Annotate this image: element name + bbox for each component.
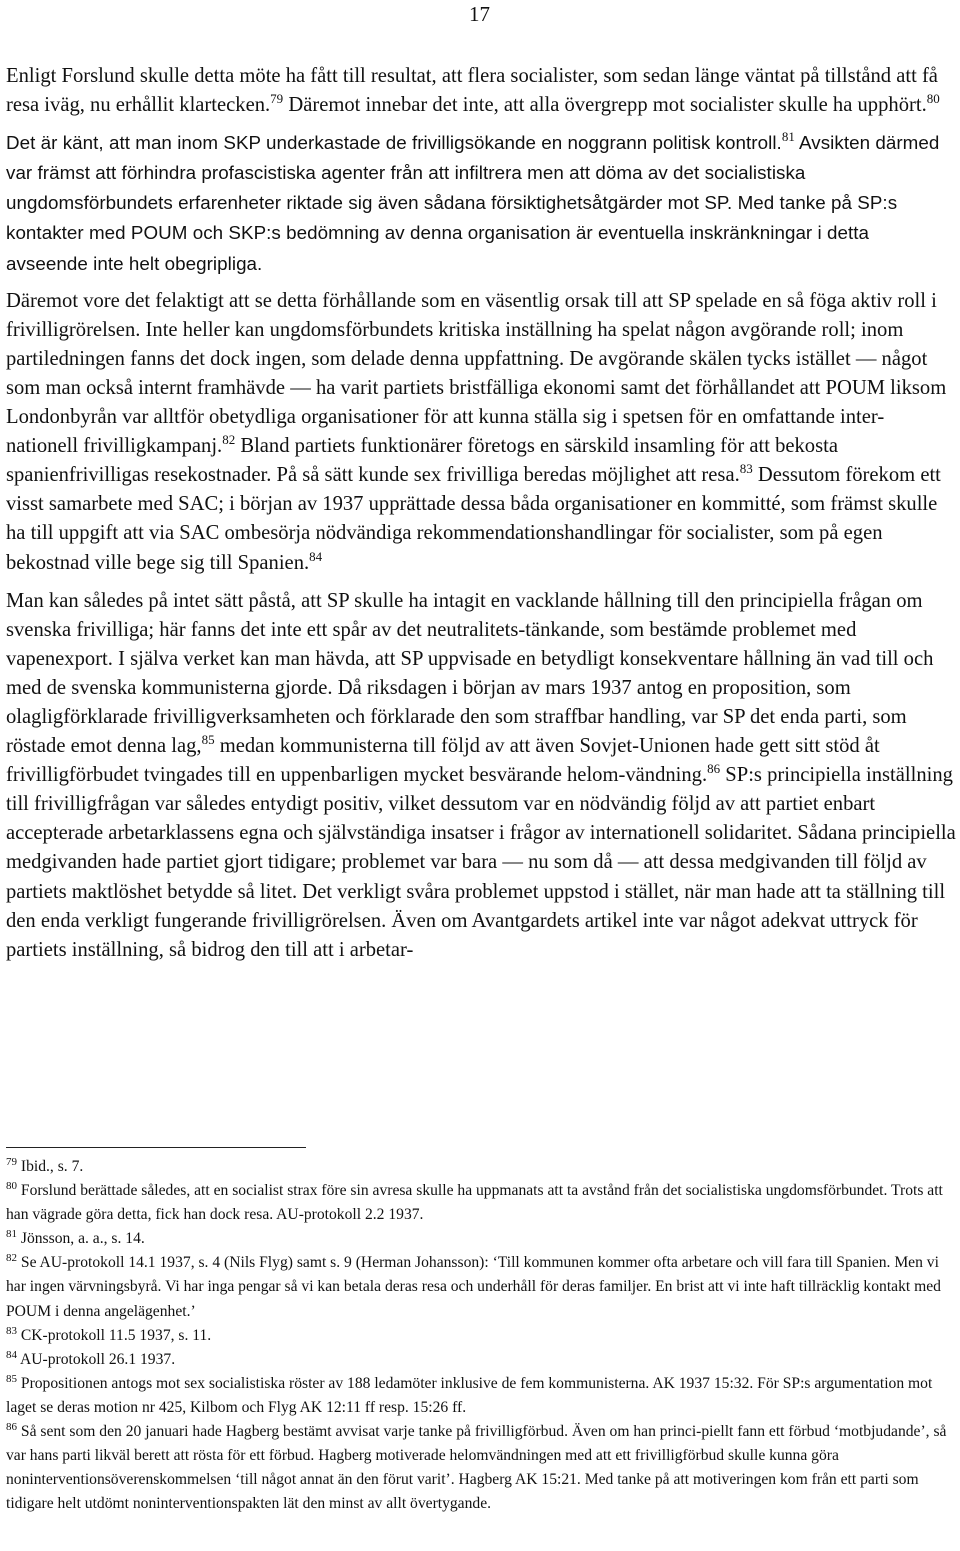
footnote-reference: 85 bbox=[201, 732, 215, 748]
paragraph-text: Däremot vore det felaktigt att se detta förhållande som en väsentlig orsak till att SP spelade en så föga aktiv roll i frivilligrörelsen. Inte heller kan ungdomsförbundets kritiska inställning ha spelat någon avgörande roll; inom partiledningen fanns det dock ingen, som delade denna uppfattning. De avgörande skälen tycks istället — något som man också internt framhävde — ha varit partiets bristfälliga ekonomi samt det förhållandet att POUM liksom Londonbyrån var alltför obetydliga organisationer för att kunna ställa sig i spetsen för en omfattande inter-nationell frivilligkampanj. bbox=[6, 289, 947, 458]
footnote-reference: 86 bbox=[707, 761, 721, 777]
footnote-number: 79 bbox=[6, 1156, 17, 1168]
footnote bbox=[6, 1179, 956, 1227]
footnote-number: 86 bbox=[6, 1421, 17, 1434]
footnotes bbox=[6, 1155, 956, 1516]
footnote-number: 80 bbox=[6, 1180, 17, 1193]
paragraph bbox=[6, 287, 956, 578]
footnote-text: Se AU-protokoll 14.1 1937, s. 4 (Nils Flyg) samt s. 9 (Herman Johansson): ‘Till kommunen kommer ofta arbetare och vill fara till Spanien. Men vi har ingen värvningsbyrå. Vi har inga pengar så vi kan betala deras resa och underhåll för deras familjer. En brist att vi inte haft tillräcklig kontakt med POUM i denna angelägenhet.’ bbox=[6, 1254, 941, 1320]
page-number: 17 bbox=[469, 2, 490, 26]
footnote-text: AU-protokoll 26.1 1937. bbox=[17, 1350, 176, 1368]
paragraph-text: medan kommunisterna till följd av att även Sovjet-Unionen hade gett sitt stöd åt frivilligförbudet tvingades till en uppenbarligen mycket besvärande helom-vändning. bbox=[6, 735, 880, 787]
paragraph-text: Enligt Forslund skulle detta möte ha fått till resultat, att flera socialister, som sedan länge väntat på tillstånd att få resa iväg, nu erhållit klartecken. bbox=[6, 65, 938, 117]
footnote-number: 84 bbox=[6, 1348, 17, 1361]
paragraph bbox=[6, 62, 956, 120]
footnote-reference: 82 bbox=[222, 432, 236, 448]
paragraph bbox=[6, 128, 956, 278]
paragraph-text: Bland partiets funktionärer företogs en särskild insamling för att bekosta spanienfrivilligas resekostnader. På så sätt kunde sex frivilliga beredas möjlighet att resa. bbox=[6, 435, 838, 487]
footnote bbox=[6, 1324, 956, 1348]
footnote-text: Så sent som den 20 januari hade Hagberg bestämt avvisat varje tanke på frivilligförbud. Även om han princi-piellt fann ett förbud ‘motbjudande’, så var hans parti likväl berett att rösta för ett förbud. Hagberg motiverade helomvändningen med att ett frivilligförbud skulle kunna göra noninterventionsöverenskommelsen ‘till något annat än den förut varit’. Hagberg AK 15:21. Med tanke på att motiveringen kom från ett parti som tidigare helt utdömt noninterventionspakten lät den minst av allt övertygande. bbox=[6, 1423, 947, 1513]
paragraph-text: Avsikten därmed var främst att förhindra profascistiska agenter från att infiltrera men att döma av det socialistiska ungdomsförbundets erfarenheter riktade sig även sådana försiktighetsåtgärder mot SP. bbox=[6, 132, 940, 214]
footnote bbox=[6, 1348, 956, 1372]
footnote-number: 83 bbox=[6, 1324, 17, 1337]
footnote-text: CK-protokoll 11.5 1937, s. 11. bbox=[17, 1326, 212, 1344]
footnote-reference: 79 bbox=[270, 91, 284, 107]
paragraph bbox=[6, 587, 956, 965]
footnote-reference: 83 bbox=[739, 461, 753, 477]
footnote bbox=[6, 1251, 956, 1323]
paragraph-text: Däremot innebar det inte, att alla övergrepp mot socialister skulle ha upphört. bbox=[283, 94, 927, 117]
footnote bbox=[6, 1372, 956, 1420]
footnote bbox=[6, 1420, 956, 1516]
paragraph-text: SP:s principiella inställning till frivilligfrågan var således entydigt positiv, vilket dessutom var en nödvändig följd av att partiet enbart accepterade arbetarklassens egna och självständiga insatser i frågor av internationell solidaritet. Sådana principiella medgivanden hade partiet gjort tidigare; problemet var bara — nu som då — att dessa medgivanden till följd av partiets maktlöshet betydde så litet. Det verkligt svåra problemet uppstod i stället, när man hade att ta ställning till den enda verkligt fungerande frivilligrörelsen. Även om Avantgardets artikel inte var något adekvat uttryck för partiets inställning, så bidrog den till att i arbetar- bbox=[6, 764, 956, 961]
footnote-text: Ibid., s. 7. bbox=[17, 1158, 84, 1175]
paragraph-text: Med tanke på SP:s kontakter med POUM och SKP:s bedömning av denna organisation är eventuella inskränkningar i detta avseende inte helt obegripliga. bbox=[6, 192, 898, 274]
footnote bbox=[6, 1227, 956, 1251]
footnote-text: Jönsson, a. a., s. 14. bbox=[17, 1230, 145, 1248]
footnote-reference: 81 bbox=[781, 129, 795, 145]
footnote-number: 85 bbox=[6, 1372, 17, 1385]
footnote-text: Forslund berättade således, att en socialist strax före sin avresa skulle ha uppmanats att ta avstånd från det socialistiska ungdomsförbundet. Trots att han vägrade göra detta, fick han dock resa. AU-protokoll 2.2 1937. bbox=[6, 1182, 943, 1224]
paragraph-text: Man kan således på intet sätt påstå, att SP skulle ha intagit en vacklande hållning till den principiella frågan om svenska frivilliga; här fanns det inte ett spår av det neutralitets-tänkande, som bestämde problemet med vapenexport. I själva verket kan man hävda, att SP uppvisade en betydligt konsekventare hållning än vad till och med de svenska kommunisterna gjorde. Då riksdagen i början av mars 1937 antog en proposition, som olagligförklarade frivilligverksamheten och förklarade den som straffbar handling, var SP det enda parti, som röstade emot denna lag, bbox=[6, 589, 934, 758]
footnote bbox=[6, 1155, 956, 1179]
footnote-divider bbox=[6, 1147, 306, 1148]
footnote-reference: 84 bbox=[309, 548, 323, 564]
footnote-number: 82 bbox=[6, 1252, 17, 1265]
body-text bbox=[6, 62, 956, 965]
footnote-text: Propositionen antogs mot sex socialistiska röster av 188 ledamöter inklusive de fem kommunisterna. AK 1937 15:32. För SP:s argumentation mot laget se deras motion nr 425, Kilbom och Flyg AK 12:11 ff resp. 15:26 ff. bbox=[6, 1374, 933, 1416]
footnote-reference: 80 bbox=[926, 91, 940, 107]
footnote-number: 81 bbox=[6, 1228, 17, 1241]
paragraph-text: Det är känt, att man inom SKP underkastade de frivilligsökande en noggrann politisk kontroll. bbox=[6, 132, 782, 154]
paragraph-text: Dessutom förekom ett visst samarbete med SAC; i början av 1937 upprättade dessa båda organisationer en kommitté, som främst skulle ha till uppgift att via SAC ombesörja nödvändiga rekommendationshandlingar för socialister, som på egen bekostnad ville bege sig till Spanien. bbox=[6, 464, 941, 574]
